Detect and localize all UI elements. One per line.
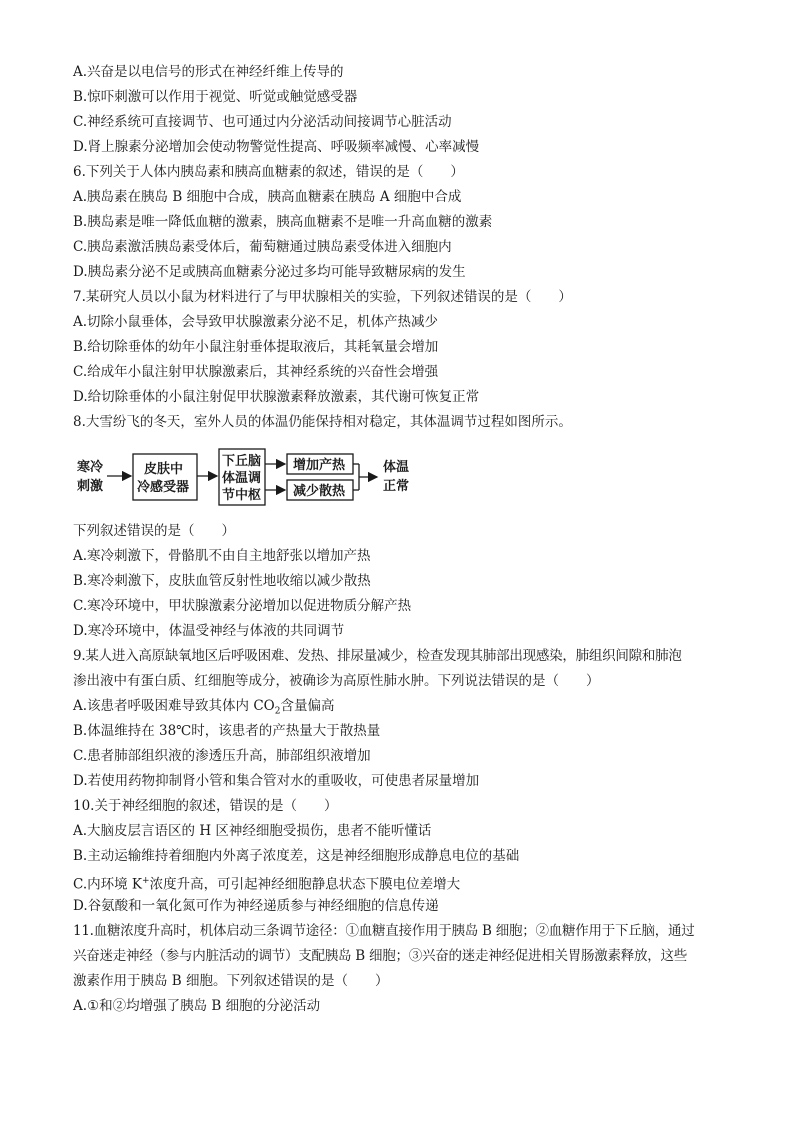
- q10-option-d: D.谷氨酸和一氧化氮可作为神经递质参与神经细胞的信息传递: [73, 898, 439, 914]
- thermoregulation-diagram: [73, 446, 433, 510]
- effect-top: 增加产热: [293, 458, 346, 473]
- q8-option-d: D.寒冷环境中，体温受神经与体液的共同调节: [73, 623, 345, 639]
- q9-option-a-post: 含量偏高: [280, 698, 335, 714]
- q7-option-a: A.切除小鼠垂体，会导致甲状腺激素分泌不足，机体产热减少: [73, 314, 439, 330]
- q9-stem-line2: 渗出液中有蛋白质、红细胞等成分，被确诊为高原性肺水肿。下列说法错误的是（ ）: [73, 673, 600, 689]
- q5-option-a: A.兴奋是以电信号的形式在神经纤维上传导的: [73, 64, 344, 80]
- q9-stem-line1: 9.某人进入高原缺氧地区后呼吸困难、发热、排尿量减少，检查发现其肺部出现感染，肺组织间隙和肺泡: [73, 648, 682, 664]
- q6-stem: 6.下列关于人体内胰岛素和胰高血糖素的叙述，错误的是（ ）: [73, 164, 464, 180]
- q11-stem-line2: 兴奋迷走神经（参与内脏活动的调节）支配胰岛 B 细胞；③兴奋的迷走神经促进相关胃肠激素释放，这些: [73, 948, 688, 964]
- q9-option-a-sub: 2: [274, 706, 281, 717]
- q11-stem-line3: 激素作用于胰岛 B 细胞。下列叙述错误的是（ ）: [73, 973, 389, 989]
- q8-question: 下列叙述错误的是（ ）: [73, 523, 235, 539]
- q6-option-a: A.胰岛素在胰岛 B 细胞中合成，胰高血糖素在胰岛 A 细胞中合成: [73, 189, 462, 205]
- q7-option-b: B.给切除垂体的幼年小鼠注射垂体提取液后，其耗氧量会增加: [73, 339, 439, 355]
- center-line1: 下丘脑: [222, 454, 262, 469]
- q9-option-b: B.体温维持在 38℃时，该患者的产热量大于散热量: [73, 723, 381, 739]
- receptor-line2: 冷感受器: [137, 480, 190, 495]
- q8-option-a: A.寒冷刺激下，骨骼肌不由自主地舒张以增加产热: [73, 548, 371, 564]
- q8-stem: 8.大雪纷飞的冬天，室外人员的体温仍能保持相对稳定，其体温调节过程如图所示。: [73, 414, 572, 430]
- q6-option-c: C.胰岛素激活胰岛素受体后，葡萄糖通过胰岛素受体进入细胞内: [73, 239, 452, 255]
- q8-option-b: B.寒冷刺激下，皮肤血管反射性地收缩以减少散热: [73, 573, 371, 589]
- q5-option-d: D.肾上腺素分泌增加会使动物警觉性提高、呼吸频率减慢、心率减慢: [73, 139, 480, 155]
- q7-option-d: D.给切除垂体的小鼠注射促甲状腺激素释放激素，其代谢可恢复正常: [73, 389, 480, 405]
- q10-option-c-post: 浓度升高，可引起神经细胞静息状态下膜电位差增大: [149, 876, 461, 893]
- q11-stem-line1: 11.血糖浓度升高时，机体启动三条调节途径：①血糖直接作用于胰岛 B 细胞；②血糖作用于下丘脑，通过: [73, 923, 695, 939]
- q10-option-c: [73, 872, 723, 894]
- q10-stem: 10.关于神经细胞的叙述，错误的是（ ）: [73, 798, 338, 814]
- q9-option-d: D.若使用药物抑制肾小管和集合管对水的重吸收，可使患者尿量增加: [73, 773, 480, 789]
- q9-option-a: [73, 697, 723, 721]
- q10-option-c-sup: +: [142, 876, 150, 886]
- q9-option-a-pre: A.该患者呼吸困难导致其体内 CO: [73, 698, 275, 714]
- q9-option-c: C.患者肺部组织液的渗透压升高，肺部组织液增加: [73, 748, 371, 764]
- receptor-line1: 皮肤中: [144, 462, 184, 477]
- q10-option-a: A.大脑皮层言语区的 H 区神经细胞受损伤，患者不能听懂话: [73, 823, 432, 839]
- q8-option-c: C.寒冷环境中，甲状腺激素分泌增加以促进物质分解产热: [73, 598, 412, 614]
- stimulus-line2: 刺激: [77, 479, 104, 494]
- q7-stem: 7.某研究人员以小鼠为材料进行了与甲状腺相关的实验，下列叙述错误的是（ ）: [73, 289, 572, 305]
- result-line1: 体温: [383, 460, 410, 475]
- q10-option-c-pre: C.内环境 K: [73, 876, 143, 893]
- effect-bottom: 减少散热: [293, 484, 346, 499]
- q5-option-b: B.惊吓刺激可以作用于视觉、听觉或触觉感受器: [73, 89, 358, 105]
- q6-option-d: D.胰岛素分泌不足或胰高血糖素分泌过多均可能导致糖尿病的发生: [73, 264, 466, 280]
- result-line2: 正常: [383, 479, 410, 494]
- q10-option-b: B.主动运输维持着细胞内外离子浓度差，这是神经细胞形成静息电位的基础: [73, 848, 520, 864]
- q5-option-c: C.神经系统可直接调节、也可通过内分泌活动间接调节心脏活动: [73, 114, 452, 130]
- q7-option-c: C.给成年小鼠注射甲状腺激素后，其神经系统的兴奋性会增强: [73, 364, 439, 380]
- q6-option-b: B.胰岛素是唯一降低血糖的激素，胰高血糖素不是唯一升高血糖的激素: [73, 214, 493, 230]
- center-line3: 节中枢: [222, 488, 262, 503]
- q11-option-a: A.①和②均增强了胰岛 B 细胞的分泌活动: [73, 998, 321, 1014]
- stimulus-line1: 寒冷: [77, 460, 104, 475]
- center-line2: 体温调: [222, 471, 262, 486]
